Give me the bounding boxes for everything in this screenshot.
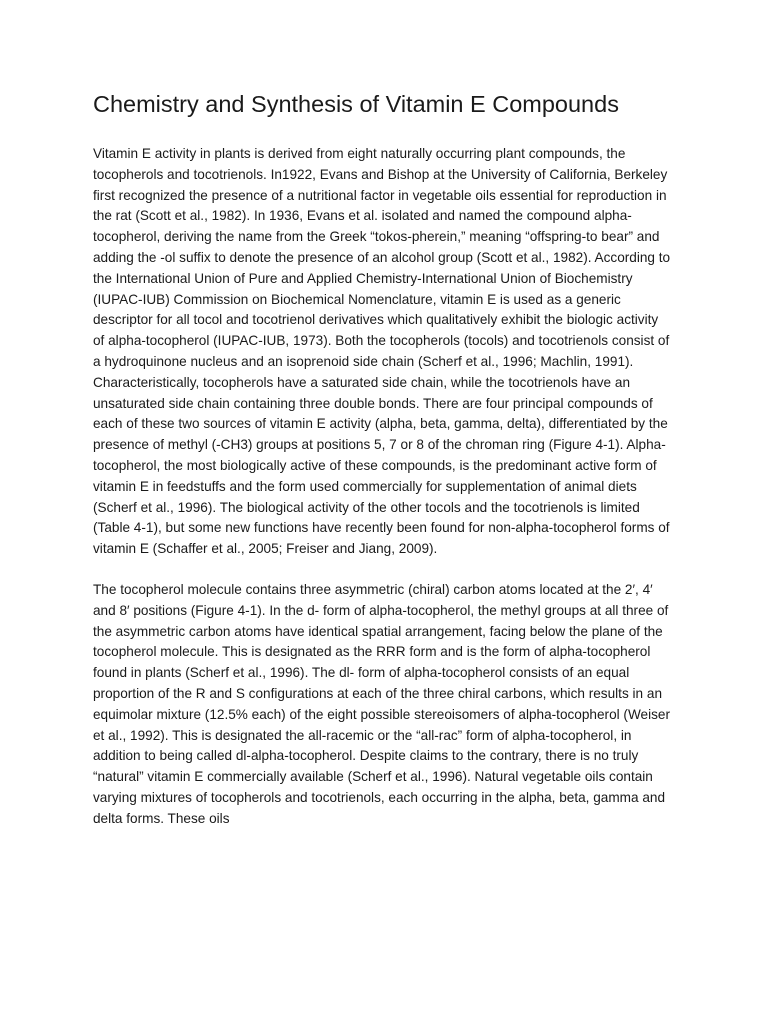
paragraph-2: The tocopherol molecule contains three asymmetric (chiral) carbon atoms located at the 2′, 4′ and 8′ positions (Figure 4-1). In the d- form of alpha-tocopherol, the methyl groups at all three of the asymmetric carbon atoms have identical spatial arrangement, facing below the plane of the tocopherol molecule. This is designated as the RRR form and is the form of alpha-tocopherol found in plants (Scherf et al., 1996). The dl- form of alpha-tocopherol consists of an equal proportion of the R and S configurations at each of the three chiral carbons, which results in an equimolar mixture (12.5% each) of the eight possible stereoisomers of alpha-tocopherol (Weiser et al., 1992). This is designated the all-racemic or the “all-rac” form of alpha-tocopherol, in addition to being called dl-alpha-tocopherol. Despite claims to the contrary, there is no truly “natural” vitamin E commercially available (Scherf et al., 1996). Natural vegetable oils contain varying mixtures of tocopherols and tocotrienols, each occurring in the alpha, beta, gamma and delta forms. These oils bbox=[93, 581, 671, 826]
paragraph-1: Vitamin E activity in plants is derived from eight naturally occurring plant compounds, the tocopherols and tocotrienols. In1922, Evans and Bishop at the University of California, Berkeley first recognized the presence of a nutritional factor in vegetable oils essential for reproduction in the rat (Scott et al., 1982). In 1936, Evans et al. isolated and named the compound alpha-tocopherol, deriving the name from the Greek “tokos-pherein,” meaning “offspring-to bear” and adding the -ol suffix to denote the presence of an alcohol group (Scott et al., 1982). According to the International Union of Pure and Applied Chemistry-International Union of Biochemistry (IUPAC-IUB) Commission on Biochemical Nomenclature, vitamin E is used as a generic descriptor for all tocol and tocotrienol derivatives which qualitatively exhibit the biologic activity of alpha-tocopherol (IUPAC-IUB, 1973). Both the tocopherols (tocols) and tocotrienols consist of a hydroquinone nucleus and an isoprenoid side chain (Scherf et al., 1996; Machlin, 1991). Characteristically, tocopherols have a saturated side chain, while the tocotrienols have an unsaturated side chain containing three double bonds. There are four principal compounds of each of these two sources of vitamin E activity (alpha, beta, gamma, delta), differentiated by the presence of methyl (-CH3) groups at positions 5, 7 or 8 of the chroman ring (Figure 4-1). Alpha-tocopherol, the most biologically active of these compounds, is the predominant active form of vitamin E in feedstuffs and the form used commercially for supplementation of animal diets (Scherf et al., 1996). The biological activity of the other tocols and the tocotrienols is limited (Table 4-1), but some new functions have recently been found for non-alpha-tocopherol forms of vitamin E (Schaffer et al., 2005; Freiser and Jiang, 2009). bbox=[93, 146, 671, 557]
document-title: Chemistry and Synthesis of Vitamin E Compounds bbox=[93, 91, 619, 117]
document-page bbox=[93, 88, 673, 850]
